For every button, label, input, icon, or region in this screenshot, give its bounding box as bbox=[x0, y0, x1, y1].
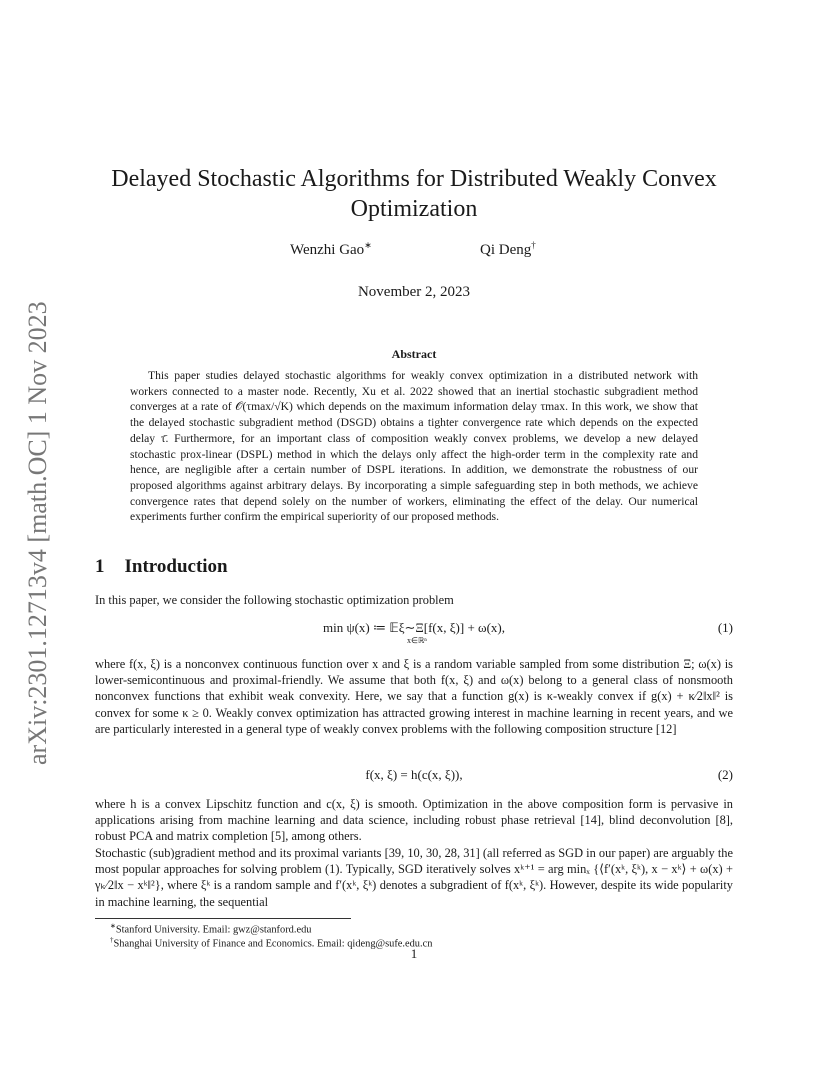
footnote-2-text: Shanghai University of Finance and Economics. Email: qideng@sufe.edu.cn bbox=[113, 938, 433, 950]
arxiv-identifier-svg bbox=[18, 265, 54, 765]
paragraph-4: Stochastic (sub)gradient method and its proximal variants [39, 10, 30, 28, 31] (all referred as SGD in our paper) are arguably the most popular approaches for solving problem (1). Typically, SGD iteratively solves xᵏ⁺¹ = arg minₓ {⟨f′(xᵏ, ξᵏ), x − xᵏ⟩ + ω(x) + γₖ⁄2‖x − xᵏ‖²}, where ξᵏ is a random sample and f′(xᵏ, ξᵏ) denotes a subgradient of f(xᵏ, ξᵏ). However, despite its wide popularity in machine learning, the sequential bbox=[95, 846, 733, 909]
equation-2-expr: f(x, ξ) = h(c(x, ξ)), bbox=[365, 767, 463, 782]
equation-1 bbox=[95, 620, 733, 645]
page-number: 1 bbox=[410, 946, 418, 961]
footnote-1-mark: ∗ bbox=[110, 922, 116, 930]
arxiv-identifier bbox=[18, 265, 54, 765]
equation-2-tag: (2) bbox=[717, 767, 733, 782]
footnote-rule bbox=[95, 918, 351, 919]
footnote-1-text: Stanford University. Email: gwz@stanford.edu bbox=[115, 924, 312, 936]
section-number: 1 bbox=[95, 556, 105, 577]
paragraph-1: In this paper, we consider the following stochastic optimization problem bbox=[95, 593, 454, 607]
author-2-mark: † bbox=[531, 240, 536, 250]
paragraph-3: where h is a convex Lipschitz function and c(x, ξ) is smooth. Optimization in the above composition form is pervasive in applications arising from machine learning and data science, including robust phase retrieval [14], blind deconvolution [8], robust PCA and matrix completion [5], among others. bbox=[95, 797, 733, 844]
paper-date: November 2, 2023 bbox=[357, 284, 471, 300]
equation-2 bbox=[95, 767, 733, 789]
author-1-mark: ∗ bbox=[364, 240, 372, 250]
equation-1-subscript: x∈ℝⁿ bbox=[407, 636, 427, 645]
equation-1-tag: (1) bbox=[717, 620, 733, 635]
author-2-name: Qi Deng bbox=[480, 242, 532, 258]
section-title: Introduction bbox=[124, 556, 228, 577]
abstract-text: This paper studies delayed stochastic algorithms for weakly convex optimization in a distributed network with workers connected to a master node. Recently, Xu et al. 2022 showed that an inertial stochastic subgradient method converges at a rate of 𝒪(τmax/√K) which depends on the maximum information delay τmax. In this work, we show that the delayed stochastic subgradient method (DSGD) obtains a tighter convergence rate which depends on the expected delay τ̄. Furthermore, for an important class of composition weakly convex problems, we develop a new delayed stochastic prox-linear (DSPL) method in which the delays only affect the high-order term in the complexity rate and hence, are negligible after a certain number of DSPL iterations. In addition, we demonstrate the robustness of our proposed algorithms against arbitrary delays. By incorporating a simple safeguarding step in both methods, we achieve convergence rates that depend solely on the number of workers, eliminating the effect of the delay. Our numerical experiments further confirm the empirical superiority of our proposed methods. bbox=[130, 369, 698, 524]
footnote-1 bbox=[110, 922, 311, 935]
abstract-heading: Abstract bbox=[391, 347, 437, 361]
paper-title: Delayed Stochastic Algorithms for Distributed Weakly Convex Optimization bbox=[111, 166, 717, 222]
author-2 bbox=[480, 240, 536, 259]
footnote-2-mark: † bbox=[110, 936, 114, 944]
section-heading bbox=[95, 556, 228, 578]
author-1 bbox=[290, 240, 372, 259]
author-1-name: Wenzhi Gao bbox=[290, 242, 365, 258]
equation-1-expr: min ψ(x) ≔ 𝔼ξ∼Ξ[f(x, ξ)] + ω(x), bbox=[322, 620, 506, 635]
paragraph-2: where f(x, ξ) is a nonconvex continuous function over x and ξ is a random variable sampled from some distribution Ξ; ω(x) is lower-semicontinuous and proximal-friendly. We assume that both f(x, ξ) and ω(x) belong to a general class of nonsmooth nonconvex functions that exhibit weak convexity. Here, we say that a function g(x) is κ-weakly convex if g(x) + κ⁄2‖x‖² is convex for some κ ≥ 0. Weakly convex optimization has attracted growing interest in machine learning in recent years, and we are particularly interested in a general type of weakly convex problems with the following composition structure [12] bbox=[95, 657, 733, 736]
arxiv-identifier-text: arXiv:2301.12713v4 [math.OC] 1 Nov 2023 bbox=[23, 301, 52, 765]
